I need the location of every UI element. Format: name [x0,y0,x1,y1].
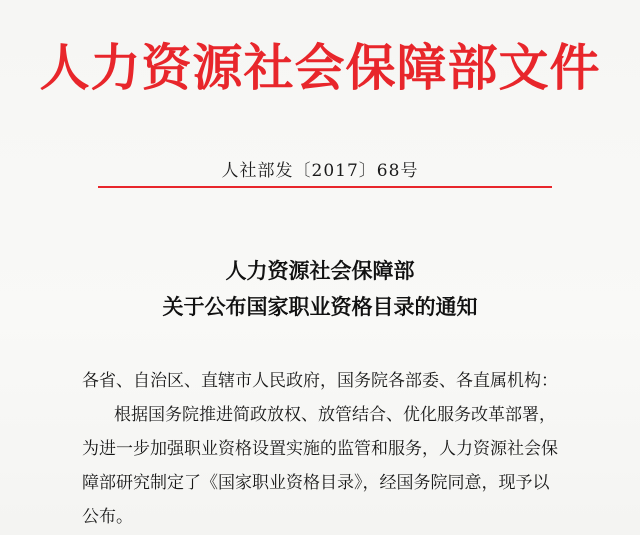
salutation: 各省、自治区、直辖市人民政府，国务院各部委、各直属机构： [82,371,558,391]
paragraph-line-3: 障部研究制定了《国家职业资格目录》，经国务院同意，现予以 [82,473,550,493]
header-red-rule [98,186,552,188]
paragraph-line-2: 为进一步加强职业资格设置实施的监管和服务，人力资源社会保 [82,439,558,459]
paragraph-line-1: 根据国务院推进简政放权、放管结合、优化服务改革部署， [114,405,556,425]
paragraph-line-4: 公布。 [82,507,133,527]
document-number: 人社部发〔2017〕68号 [221,161,419,181]
notice-title-line1: 人力资源社会保障部 [225,259,415,283]
notice-title-line2: 关于公布国家职业资格目录的通知 [162,295,478,319]
document-header-title: 人力资源社会保障部文件 [39,39,601,97]
